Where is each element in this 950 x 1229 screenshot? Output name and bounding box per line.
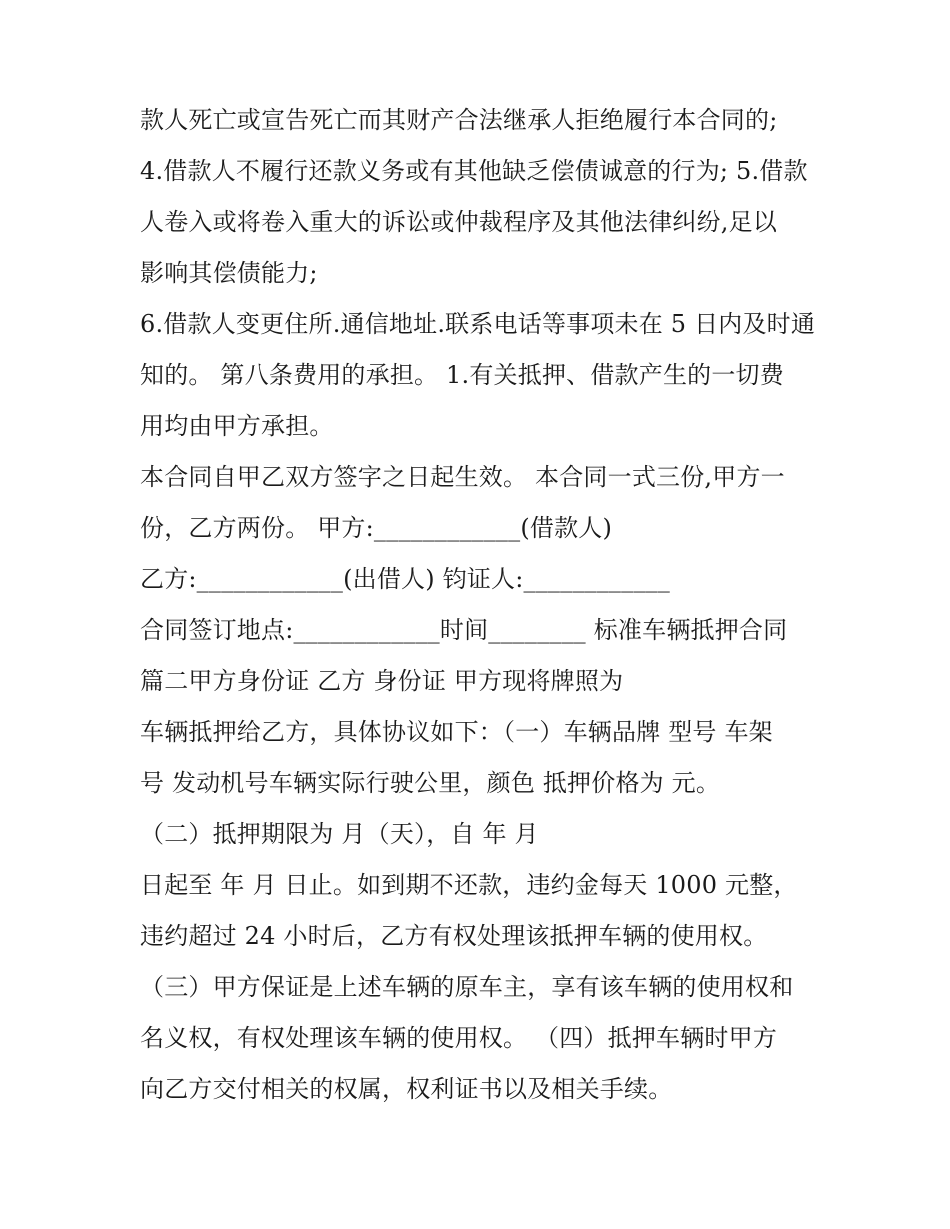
- text-line: 人卷入或将卷入重大的诉讼或仲裁程序及其他法律纠纷,足以: [140, 208, 778, 236]
- text-line: 名义权，有权处理该车辆的使用权。 （四）抵押车辆时甲方: [140, 1024, 778, 1052]
- text-line: 号 发动机号车辆实际行驶公里，颜色 抵押价格为 元。: [140, 769, 721, 797]
- text-line: 合同签订地点:____________时间________ 标准车辆抵押合同: [140, 616, 788, 644]
- text-line: 本合同自甲乙双方签字之日起生效。 本合同一式三份,甲方一: [140, 463, 785, 491]
- text-line: （三）甲方保证是上述车辆的原车主，享有该车辆的使用权和: [140, 973, 794, 1001]
- text-line: 篇二甲方身份证 乙方 身份证 甲方现将牌照为: [140, 667, 624, 695]
- text-line: 违约超过 24 小时后，乙方有权处理该抵押车辆的使用权。: [140, 922, 768, 950]
- text-line: （二）抵押期限为 月（天），自 年 月: [140, 820, 539, 848]
- text-line: 4.借款人不履行还款义务或有其他缺乏偿债诚意的行为; 5.借款: [140, 157, 808, 185]
- text-line: 知的。 第八条费用的承担。 1.有关抵押、借款产生的一切费: [140, 361, 784, 389]
- text-line: 乙方:____________(出借人) 钧证人:____________: [140, 565, 670, 593]
- text-line: 车辆抵押给乙方，具体协议如下：（一）车辆品牌 型号 车架: [140, 718, 773, 746]
- text-line: 向乙方交付相关的权属，权利证书以及相关手续。: [140, 1075, 673, 1103]
- text-line: 日起至 年 月 日止。如到期不还款，违约金每天 1000 元整，: [140, 871, 798, 899]
- text-line: 影响其偿债能力;: [140, 259, 318, 287]
- text-line: 6.借款人变更住所.通信地址.联系电话等事项未在 5 日内及时通: [140, 310, 816, 338]
- text-line: 用均由甲方承担。: [140, 412, 334, 440]
- text-line: 份，乙方两份。 甲方:____________(借款人): [140, 514, 613, 542]
- text-line: 款人死亡或宣告死亡而其财产合法继承人拒绝履行本合同的;: [140, 106, 778, 134]
- document-body: [140, 108, 830, 1128]
